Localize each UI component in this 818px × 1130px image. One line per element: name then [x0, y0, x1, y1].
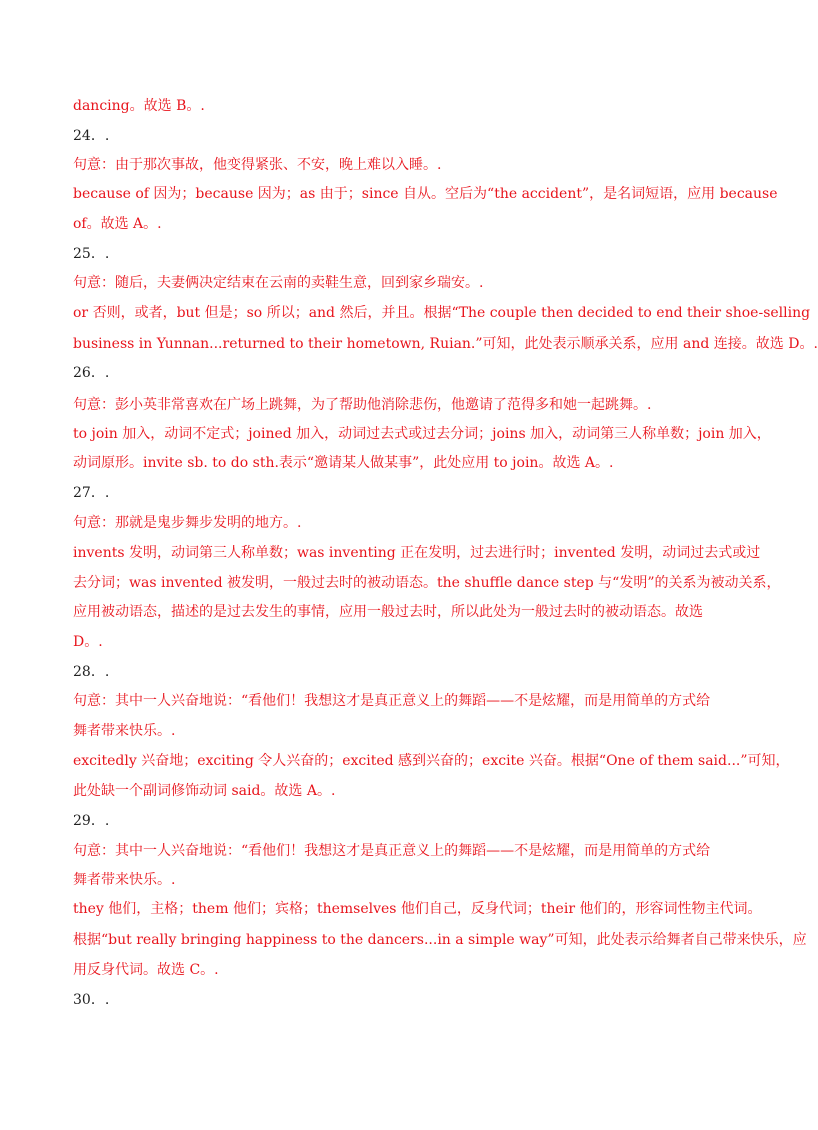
answer-line: D。. — [73, 634, 103, 650]
answer-line: 句意：其中一人兴奋地说：“看他们！我想这才是真正意义上的舞蹈——不是炫耀，而是用简单的方式给 — [73, 693, 711, 709]
answer-line: 句意：彭小英非常喜欢在广场上跳舞，为了帮助他消除悲伤，他邀请了范得多和她一起跳舞。. — [73, 397, 652, 413]
answer-line: 去分词；was invented 被发明，一般过去时的被动语态。the shuffle dance step 与“发明”的关系为被动关系， — [73, 575, 781, 591]
answer-line: 应用被动语态，描述的是过去发生的事情，应用一般过去时，所以此处为一般过去时的被动语态。故选 — [73, 604, 703, 620]
question-number: 26．. — [73, 365, 110, 381]
answer-line: excitedly 兴奋地；exciting 令人兴奋的；excited 感到兴奋的；excite 兴奋。根据“One of them said...”可知， — [73, 753, 790, 769]
answer-line: 根据“but really bringing happiness to the dancers...in a simple way”可知，此处表示给舞者自己带来快乐，应 — [73, 932, 807, 948]
answer-line: because of 因为；because 因为；as 由于；since 自从。空后为“the accident”，是名词短语，应用 because — [73, 186, 778, 202]
question-number: 25．. — [73, 246, 110, 262]
question-number: 24．. — [73, 128, 110, 144]
answer-line: 句意：其中一人兴奋地说：“看他们！我想这才是真正意义上的舞蹈——不是炫耀，而是用简单的方式给 — [73, 843, 711, 859]
question-number: 29．. — [73, 813, 110, 829]
answer-line: 句意：那就是鬼步舞步发明的地方。. — [73, 515, 302, 531]
question-number: 28．. — [73, 664, 110, 680]
answer-line: they 他们，主格；them 他们；宾格；themselves 他们自己，反身代词；their 他们的，形容词性物主代词。 — [73, 901, 762, 917]
answer-line: or 否则，或者，but 但是；so 所以；and 然后，并且。根据“The couple then decided to end their shoe-selling — [73, 305, 811, 321]
answer-line: to join 加入，动词不定式；joined 加入，动词过去式或过去分词；joins 加入，动词第三人称单数；join 加入， — [73, 426, 771, 442]
answer-line: 舞者带来快乐。. — [73, 872, 176, 888]
answer-line: 用反身代词。故选 C。. — [73, 962, 219, 978]
answer-line: of。故选 A。. — [73, 216, 162, 232]
question-number: 27．. — [73, 485, 110, 501]
answer-line: 句意：随后，夫妻俩决定结束在云南的卖鞋生意，回到家乡瑞安。. — [73, 275, 484, 291]
answer-line: invents 发明，动词第三人称单数；was inventing 正在发明，过去进行时；invented 发明，动词过去式或过 — [73, 545, 761, 561]
answer-line: 此处缺一个副词修饰动词 said。故选 A。. — [73, 783, 336, 799]
question-number: 30．. — [73, 992, 110, 1008]
answer-line: dancing。故选 B。. — [73, 98, 205, 114]
answer-line: business in Yunnan...returned to their hometown, Ruian.”可知，此处表示顺承关系，应用 and 连接。故选 D。. — [73, 336, 818, 352]
answer-line: 舞者带来快乐。. — [73, 723, 176, 739]
answer-line: 句意：由于那次事故，他变得紧张、不安，晚上难以入睡。. — [73, 157, 442, 173]
answer-line: 动词原形。invite sb. to do sth.表示“邀请某人做某事”，此处应用 to join。故选 A。. — [73, 455, 614, 471]
